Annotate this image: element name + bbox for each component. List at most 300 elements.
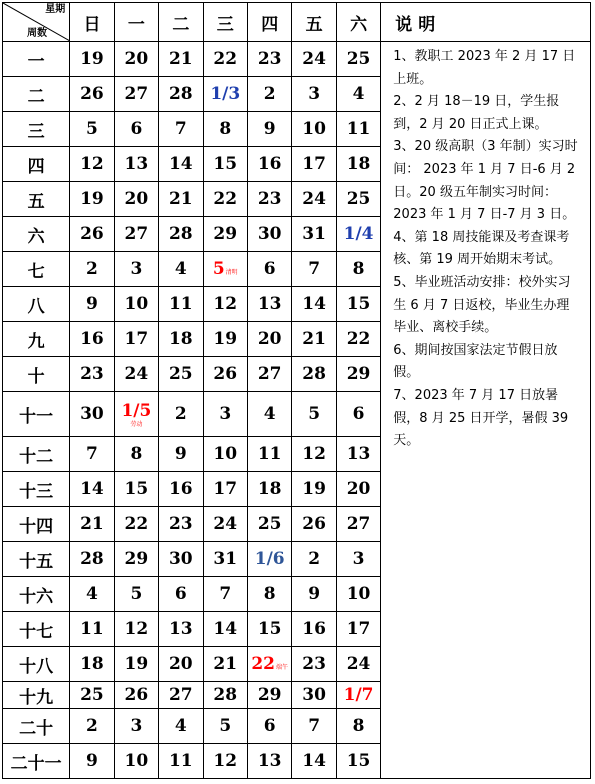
date-cell bbox=[336, 392, 380, 437]
week-number-cell: 七 bbox=[3, 252, 70, 287]
corner-header-cell bbox=[3, 3, 70, 42]
date-value: 9 bbox=[263, 119, 276, 139]
date-cell bbox=[292, 472, 336, 507]
date-cell bbox=[247, 217, 291, 252]
date-value: 20 bbox=[124, 49, 149, 69]
date-value: 15 bbox=[346, 751, 371, 771]
date-cell bbox=[114, 322, 158, 357]
date-cell bbox=[70, 42, 114, 77]
date-value: 2 bbox=[86, 259, 98, 279]
day-header-sat: 六 bbox=[336, 3, 380, 42]
date-value: 15 bbox=[213, 154, 238, 174]
date-value: 27 bbox=[124, 224, 149, 244]
date-cell bbox=[292, 357, 336, 392]
date-cell bbox=[292, 112, 336, 147]
date-value: 14 bbox=[302, 751, 326, 771]
date-value: 10 bbox=[302, 119, 326, 139]
date-cell bbox=[247, 357, 291, 392]
week-number-cell: 二 bbox=[3, 77, 70, 112]
date-cell bbox=[70, 612, 114, 647]
date-cell bbox=[70, 392, 114, 437]
date-value: 6 bbox=[263, 259, 276, 279]
date-value: 19 bbox=[213, 329, 238, 349]
date-cell bbox=[292, 437, 336, 472]
date-value: 6 bbox=[352, 404, 365, 424]
date-value: 26 bbox=[213, 364, 238, 384]
date-cell bbox=[292, 744, 336, 779]
date-value: 6 bbox=[263, 716, 276, 736]
date-cell bbox=[114, 612, 158, 647]
date-value: 28 bbox=[168, 224, 193, 244]
date-value: 11 bbox=[80, 619, 104, 639]
date-value: 10 bbox=[124, 751, 149, 771]
week-number-cell: 十四 bbox=[3, 507, 70, 542]
date-cell bbox=[292, 287, 336, 322]
date-value: 30 bbox=[257, 224, 282, 244]
date-cell bbox=[203, 217, 247, 252]
date-value: 1/7 bbox=[343, 685, 374, 705]
date-value: 14 bbox=[213, 619, 238, 639]
date-value: 28 bbox=[213, 685, 238, 705]
date-value: 7 bbox=[219, 584, 232, 604]
date-value: 19 bbox=[80, 189, 104, 209]
date-value: 9 bbox=[174, 444, 187, 464]
date-cell bbox=[336, 322, 380, 357]
date-cell bbox=[292, 612, 336, 647]
date-cell bbox=[159, 357, 203, 392]
day-header-wed: 三 bbox=[203, 3, 247, 42]
date-cell bbox=[70, 437, 114, 472]
date-value: 23 bbox=[257, 49, 282, 69]
date-value: 8 bbox=[352, 259, 365, 279]
week-row bbox=[3, 42, 591, 77]
note-item: 7、2023 年 7 月 17 日放暑假，8 月 25 日开学，暑假 39 天。 bbox=[393, 387, 569, 449]
date-cell bbox=[336, 147, 380, 182]
date-cell bbox=[114, 542, 158, 577]
date-cell bbox=[292, 682, 336, 709]
date-value: 7 bbox=[308, 259, 321, 279]
date-cell bbox=[247, 577, 291, 612]
date-value: 29 bbox=[257, 685, 282, 705]
school-calendar-table bbox=[2, 2, 591, 779]
date-value: 4 bbox=[263, 404, 276, 424]
date-cell bbox=[336, 42, 380, 77]
date-value: 19 bbox=[124, 654, 149, 674]
date-value: 26 bbox=[80, 224, 104, 244]
date-cell bbox=[159, 744, 203, 779]
day-header-tue: 二 bbox=[159, 3, 203, 42]
corner-top-label: 星期 bbox=[45, 4, 66, 15]
week-number-cell: 六 bbox=[3, 217, 70, 252]
date-value: 24 bbox=[302, 49, 326, 69]
date-value: 21 bbox=[168, 189, 193, 209]
date-value: 23 bbox=[257, 189, 282, 209]
date-cell bbox=[70, 744, 114, 779]
date-cell bbox=[292, 577, 336, 612]
note-item: 3、20 级高职（3 年制）实习时间： 2023 年 1 月 7 日-6 月 2 日。20 级五年制实习时间： 2023 年 1 月 7 日-7 月 3 日。 bbox=[393, 139, 578, 223]
date-value: 1/3 bbox=[210, 84, 241, 104]
date-cell bbox=[70, 357, 114, 392]
date-value: 29 bbox=[346, 364, 371, 384]
day-header-thu: 四 bbox=[247, 3, 291, 42]
week-number-cell: 十一 bbox=[3, 392, 70, 437]
date-value: 25 bbox=[80, 685, 104, 705]
note-item: 1、教职工 2023 年 2 月 17 日上班。 bbox=[393, 49, 576, 87]
week-number-cell: 九 bbox=[3, 322, 70, 357]
date-value: 18 bbox=[168, 329, 193, 349]
date-value: 16 bbox=[257, 154, 282, 174]
date-cell bbox=[336, 217, 380, 252]
date-cell bbox=[114, 392, 158, 437]
date-cell bbox=[203, 322, 247, 357]
date-value: 19 bbox=[80, 49, 104, 69]
date-value: 14 bbox=[302, 294, 326, 314]
week-number-cell: 十九 bbox=[3, 682, 70, 709]
date-cell bbox=[159, 322, 203, 357]
date-cell bbox=[159, 437, 203, 472]
week-number-cell: 十七 bbox=[3, 612, 70, 647]
date-cell bbox=[247, 682, 291, 709]
date-value: 22 bbox=[251, 654, 276, 674]
date-value: 31 bbox=[213, 549, 238, 569]
date-cell bbox=[247, 472, 291, 507]
date-value: 11 bbox=[168, 751, 193, 771]
date-value: 25 bbox=[257, 514, 282, 534]
date-value: 13 bbox=[346, 444, 371, 464]
week-number-cell: 二十 bbox=[3, 709, 70, 744]
date-cell bbox=[159, 42, 203, 77]
date-cell bbox=[159, 182, 203, 217]
date-cell bbox=[70, 147, 114, 182]
date-cell bbox=[247, 612, 291, 647]
date-value: 23 bbox=[168, 514, 193, 534]
date-cell bbox=[159, 77, 203, 112]
date-cell bbox=[203, 744, 247, 779]
date-cell bbox=[70, 542, 114, 577]
note-item: 5、毕业班活动安排：校外实习生 6 月 7 日返校，毕业生办理毕业、离校手续。 bbox=[393, 274, 571, 336]
date-cell bbox=[247, 112, 291, 147]
date-cell bbox=[336, 357, 380, 392]
date-cell bbox=[292, 42, 336, 77]
date-value: 11 bbox=[257, 444, 282, 464]
date-value: 15 bbox=[257, 619, 282, 639]
date-cell bbox=[336, 472, 380, 507]
date-value: 14 bbox=[168, 154, 193, 174]
date-cell bbox=[70, 217, 114, 252]
date-cell bbox=[159, 217, 203, 252]
date-value: 4 bbox=[174, 716, 187, 736]
date-cell bbox=[70, 287, 114, 322]
date-cell bbox=[159, 709, 203, 744]
date-value: 12 bbox=[213, 751, 238, 771]
date-cell bbox=[114, 252, 158, 287]
date-value: 17 bbox=[213, 479, 238, 499]
date-value: 18 bbox=[346, 154, 371, 174]
date-value: 20 bbox=[257, 329, 282, 349]
date-value: 21 bbox=[213, 654, 238, 674]
date-value: 8 bbox=[263, 584, 276, 604]
date-value: 24 bbox=[124, 364, 149, 384]
date-value: 18 bbox=[80, 654, 104, 674]
calendar-body bbox=[3, 42, 591, 779]
date-value: 16 bbox=[168, 479, 193, 499]
date-cell bbox=[336, 507, 380, 542]
date-value: 7 bbox=[86, 444, 98, 464]
date-value: 6 bbox=[130, 119, 143, 139]
date-cell bbox=[203, 709, 247, 744]
date-value: 9 bbox=[86, 751, 98, 771]
date-cell bbox=[247, 647, 291, 682]
date-cell bbox=[247, 392, 291, 437]
date-cell bbox=[336, 709, 380, 744]
date-value: 20 bbox=[168, 654, 193, 674]
date-cell bbox=[336, 647, 380, 682]
note-item: 6、期间按国家法定节假日放假。 bbox=[393, 342, 558, 381]
date-value: 28 bbox=[80, 549, 104, 569]
date-cell bbox=[247, 322, 291, 357]
date-cell bbox=[247, 252, 291, 287]
date-value: 5 bbox=[308, 404, 321, 424]
date-value: 13 bbox=[257, 294, 282, 314]
date-cell bbox=[70, 322, 114, 357]
holiday-mark: 清明 bbox=[225, 269, 238, 276]
date-value: 1/5 bbox=[121, 400, 152, 421]
date-value: 20 bbox=[346, 479, 371, 499]
holiday-mark: 劳动 bbox=[130, 420, 143, 428]
date-cell bbox=[203, 682, 247, 709]
week-number-cell: 八 bbox=[3, 287, 70, 322]
date-value: 31 bbox=[302, 224, 326, 244]
date-value: 28 bbox=[168, 84, 193, 104]
date-value: 11 bbox=[168, 294, 193, 314]
date-value: 29 bbox=[124, 549, 149, 569]
date-cell bbox=[336, 287, 380, 322]
date-cell bbox=[203, 542, 247, 577]
date-cell bbox=[336, 112, 380, 147]
date-value: 10 bbox=[124, 294, 149, 314]
date-value: 16 bbox=[302, 619, 326, 639]
date-value: 8 bbox=[352, 716, 365, 736]
date-value: 13 bbox=[257, 751, 282, 771]
date-cell bbox=[292, 542, 336, 577]
week-number-cell: 十八 bbox=[3, 647, 70, 682]
date-cell bbox=[114, 77, 158, 112]
date-value: 29 bbox=[213, 224, 238, 244]
date-value: 10 bbox=[346, 584, 371, 604]
date-value: 18 bbox=[257, 479, 282, 499]
note-item: 4、第 18 周技能课及考查课考核、第 19 周开始期末考试。 bbox=[393, 229, 570, 268]
date-value: 26 bbox=[80, 84, 104, 104]
date-cell bbox=[203, 577, 247, 612]
date-value: 3 bbox=[352, 549, 365, 569]
date-value: 27 bbox=[257, 364, 282, 384]
date-value: 3 bbox=[219, 404, 232, 424]
date-value: 9 bbox=[308, 584, 321, 604]
date-cell bbox=[114, 147, 158, 182]
date-cell bbox=[159, 287, 203, 322]
week-number-cell: 十三 bbox=[3, 472, 70, 507]
date-cell bbox=[247, 709, 291, 744]
date-value: 17 bbox=[346, 619, 371, 639]
week-number-cell: 三 bbox=[3, 112, 70, 147]
date-cell bbox=[336, 182, 380, 217]
date-value: 25 bbox=[346, 189, 371, 209]
date-cell bbox=[203, 392, 247, 437]
date-cell bbox=[114, 112, 158, 147]
date-value: 5 bbox=[86, 119, 98, 139]
date-value: 23 bbox=[302, 654, 326, 674]
date-value: 1/4 bbox=[343, 224, 374, 244]
date-cell bbox=[292, 322, 336, 357]
date-value: 2 bbox=[308, 549, 321, 569]
date-value: 3 bbox=[130, 716, 143, 736]
date-value: 17 bbox=[302, 154, 326, 174]
date-value: 30 bbox=[168, 549, 193, 569]
date-value: 20 bbox=[124, 189, 149, 209]
date-value: 1/6 bbox=[254, 549, 285, 569]
date-cell bbox=[114, 647, 158, 682]
date-value: 17 bbox=[124, 329, 149, 349]
date-cell bbox=[114, 709, 158, 744]
date-value: 10 bbox=[213, 444, 238, 464]
date-value: 24 bbox=[346, 654, 371, 674]
date-value: 24 bbox=[302, 189, 326, 209]
date-cell bbox=[70, 682, 114, 709]
date-cell bbox=[247, 147, 291, 182]
date-cell bbox=[292, 392, 336, 437]
date-cell bbox=[203, 287, 247, 322]
date-value: 12 bbox=[213, 294, 238, 314]
date-value: 11 bbox=[346, 119, 371, 139]
date-value: 24 bbox=[213, 514, 238, 534]
date-value: 9 bbox=[86, 294, 98, 314]
date-cell bbox=[114, 682, 158, 709]
date-cell bbox=[336, 744, 380, 779]
date-cell bbox=[114, 577, 158, 612]
date-cell bbox=[70, 472, 114, 507]
date-value: 4 bbox=[174, 259, 187, 279]
week-number-cell: 十二 bbox=[3, 437, 70, 472]
date-cell bbox=[247, 744, 291, 779]
date-cell bbox=[114, 472, 158, 507]
date-cell bbox=[292, 647, 336, 682]
date-cell bbox=[70, 709, 114, 744]
holiday-mark: 端午 bbox=[276, 664, 289, 671]
date-value: 25 bbox=[346, 49, 371, 69]
date-cell bbox=[159, 392, 203, 437]
date-cell bbox=[247, 182, 291, 217]
date-value: 21 bbox=[80, 514, 104, 534]
corner-bottom-label: 周数 bbox=[27, 28, 47, 39]
date-cell bbox=[114, 42, 158, 77]
date-value: 26 bbox=[124, 685, 149, 705]
date-cell bbox=[70, 507, 114, 542]
date-cell bbox=[336, 437, 380, 472]
date-cell bbox=[203, 252, 247, 287]
date-cell bbox=[292, 507, 336, 542]
date-cell bbox=[247, 507, 291, 542]
date-cell bbox=[70, 77, 114, 112]
date-cell bbox=[159, 112, 203, 147]
date-cell bbox=[159, 682, 203, 709]
note-item: 2、2 月 18－19 日，学生报到，2 月 20 日正式上课。 bbox=[393, 94, 560, 132]
date-value: 27 bbox=[168, 685, 193, 705]
week-number-cell: 四 bbox=[3, 147, 70, 182]
date-cell bbox=[292, 252, 336, 287]
date-cell bbox=[336, 682, 380, 709]
date-value: 15 bbox=[346, 294, 371, 314]
week-number-cell: 十六 bbox=[3, 577, 70, 612]
date-value: 21 bbox=[168, 49, 193, 69]
date-value: 12 bbox=[124, 619, 149, 639]
date-value: 3 bbox=[308, 84, 321, 104]
date-cell bbox=[114, 357, 158, 392]
date-cell bbox=[203, 182, 247, 217]
date-cell bbox=[336, 612, 380, 647]
date-cell bbox=[114, 182, 158, 217]
date-value: 13 bbox=[168, 619, 193, 639]
date-cell bbox=[70, 112, 114, 147]
date-value: 2 bbox=[86, 716, 98, 736]
date-cell bbox=[70, 252, 114, 287]
date-cell bbox=[70, 647, 114, 682]
date-value: 4 bbox=[352, 84, 365, 104]
notes-title: 说 明 bbox=[381, 3, 591, 42]
date-value: 12 bbox=[80, 154, 104, 174]
week-number-cell: 一 bbox=[3, 42, 70, 77]
date-value: 4 bbox=[86, 584, 98, 604]
day-header-mon: 一 bbox=[114, 3, 158, 42]
date-value: 5 bbox=[130, 584, 143, 604]
date-value: 30 bbox=[80, 404, 104, 424]
date-cell bbox=[203, 507, 247, 542]
date-value: 12 bbox=[302, 444, 326, 464]
date-value: 25 bbox=[168, 364, 193, 384]
date-cell bbox=[203, 647, 247, 682]
date-value: 22 bbox=[213, 189, 238, 209]
notes-cell bbox=[381, 42, 591, 779]
week-number-cell: 十 bbox=[3, 357, 70, 392]
date-value: 26 bbox=[302, 514, 326, 534]
date-value: 27 bbox=[346, 514, 371, 534]
date-cell bbox=[203, 42, 247, 77]
date-value: 22 bbox=[346, 329, 371, 349]
date-cell bbox=[114, 217, 158, 252]
date-cell bbox=[203, 357, 247, 392]
date-value: 8 bbox=[130, 444, 143, 464]
date-cell bbox=[114, 437, 158, 472]
day-header-fri: 五 bbox=[292, 3, 336, 42]
date-cell bbox=[70, 577, 114, 612]
date-cell bbox=[114, 507, 158, 542]
date-cell bbox=[292, 182, 336, 217]
date-value: 19 bbox=[302, 479, 326, 499]
date-cell bbox=[247, 42, 291, 77]
date-cell bbox=[336, 252, 380, 287]
date-cell bbox=[159, 612, 203, 647]
date-cell bbox=[247, 287, 291, 322]
date-cell bbox=[114, 744, 158, 779]
week-number-cell: 二十一 bbox=[3, 744, 70, 779]
date-value: 16 bbox=[80, 329, 104, 349]
date-cell bbox=[203, 77, 247, 112]
date-value: 7 bbox=[174, 119, 187, 139]
date-cell bbox=[159, 507, 203, 542]
date-value: 22 bbox=[124, 514, 149, 534]
date-cell bbox=[292, 147, 336, 182]
date-cell bbox=[336, 77, 380, 112]
week-number-cell: 十五 bbox=[3, 542, 70, 577]
